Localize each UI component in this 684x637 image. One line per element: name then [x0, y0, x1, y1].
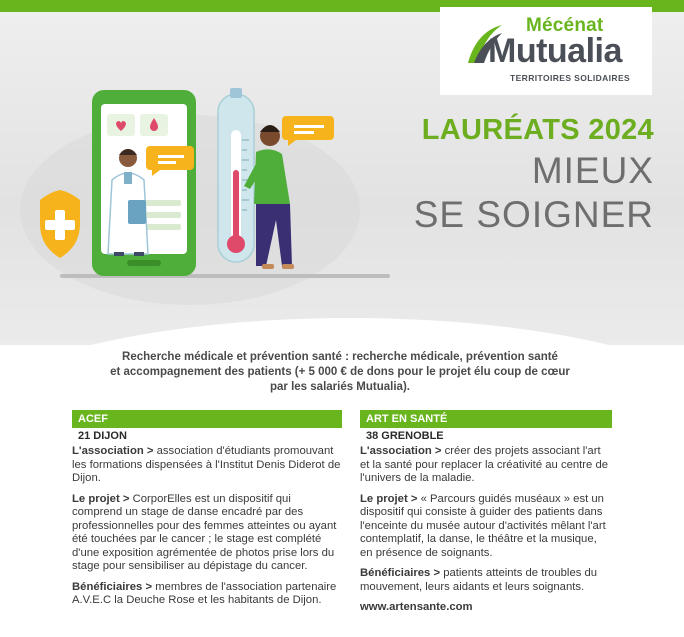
- project-label: Le projet >: [72, 492, 130, 505]
- beneficiaries-text: patients atteints de troubles du mouvement, leurs aidants et leurs soignants.: [360, 567, 598, 593]
- logo-mecenat-text: Mécénat: [526, 15, 604, 36]
- laureate-city: 38 GRENOBLE: [366, 430, 444, 442]
- association-label: L'association >: [72, 445, 154, 457]
- intro-text: [80, 350, 600, 395]
- thermometer-icon: [218, 88, 254, 262]
- beneficiaries-label: Bénéficiaires >: [360, 567, 441, 579]
- laureate-city: 21 DIJON: [78, 430, 127, 442]
- association-paragraph: [72, 445, 342, 486]
- project-text: « Parcours guidés muséaux » est un dispositif qui consiste à guider des patients dans l'enceinte du musée autour d'activités mêlant l'art contemplatif, la danse, le théâtre et la musique, en présence de soignants.: [360, 492, 606, 559]
- beneficiaries-paragraph: [72, 581, 342, 608]
- project-paragraph: [360, 493, 612, 561]
- mecenat-mutualia-logo: [440, 7, 652, 95]
- health-illustration: [0, 60, 420, 320]
- beneficiaries-label: Bénéficiaires >: [72, 580, 153, 593]
- project-label: Le projet >: [360, 492, 418, 505]
- intro-line: et accompagnement des patients (+ 5 000 € de dons pour le projet élu coup de cœur: [110, 366, 570, 378]
- association-text: créer des projets associant l'art et la santé pour replacer la créativité au centre de l'univers de la maladie.: [360, 445, 609, 484]
- laureats-title: LAURÉATS 2024: [421, 114, 654, 146]
- intro-line: par les salariés Mutualia).: [270, 381, 410, 393]
- association-label: L'association >: [360, 445, 442, 457]
- beneficiaries-text: membres de l'association partenaire A.V.E.C la Deuche Rose et les habitants de Dijon.: [72, 580, 337, 606]
- laureate-name: ACEF: [72, 410, 342, 428]
- website-link[interactable]: www.artensante.com: [360, 601, 473, 613]
- laureate-column-art-en-sante: [360, 410, 612, 613]
- beneficiaries-paragraph: [360, 567, 612, 594]
- association-text: association d'étudiants promouvant les formations dispensées à l'Institut Denis Diderot de Dijon.: [72, 445, 341, 484]
- logo-territoires-text: TERRITOIRES SOLIDAIRES: [510, 73, 631, 83]
- laureate-name: ART EN SANTÉ: [360, 410, 612, 428]
- association-paragraph: [360, 445, 612, 486]
- laureate-column-acef: [72, 410, 342, 615]
- project-text: CorporElles est un dispositif qui comprend un stage de danse encadré par des professionnelles pour des femmes atteintes ou ayant été touchées par le cancer ; le stage est complété d'une exposition agrémentée de photos prise lors du stage pour sensibiliser au dépistage du cancer.: [72, 492, 337, 572]
- hero-bottom-curve: [0, 318, 684, 345]
- speech-bubble-icon: [282, 116, 334, 146]
- theme-title-line2: SE SOIGNER: [413, 194, 654, 235]
- project-paragraph: [72, 493, 342, 574]
- theme-title-line1: MIEUX: [531, 150, 654, 191]
- logo-mutualia-text: Mutualia: [488, 32, 622, 70]
- intro-line: Recherche médicale et prévention santé : recherche médicale, prévention santé: [122, 351, 558, 363]
